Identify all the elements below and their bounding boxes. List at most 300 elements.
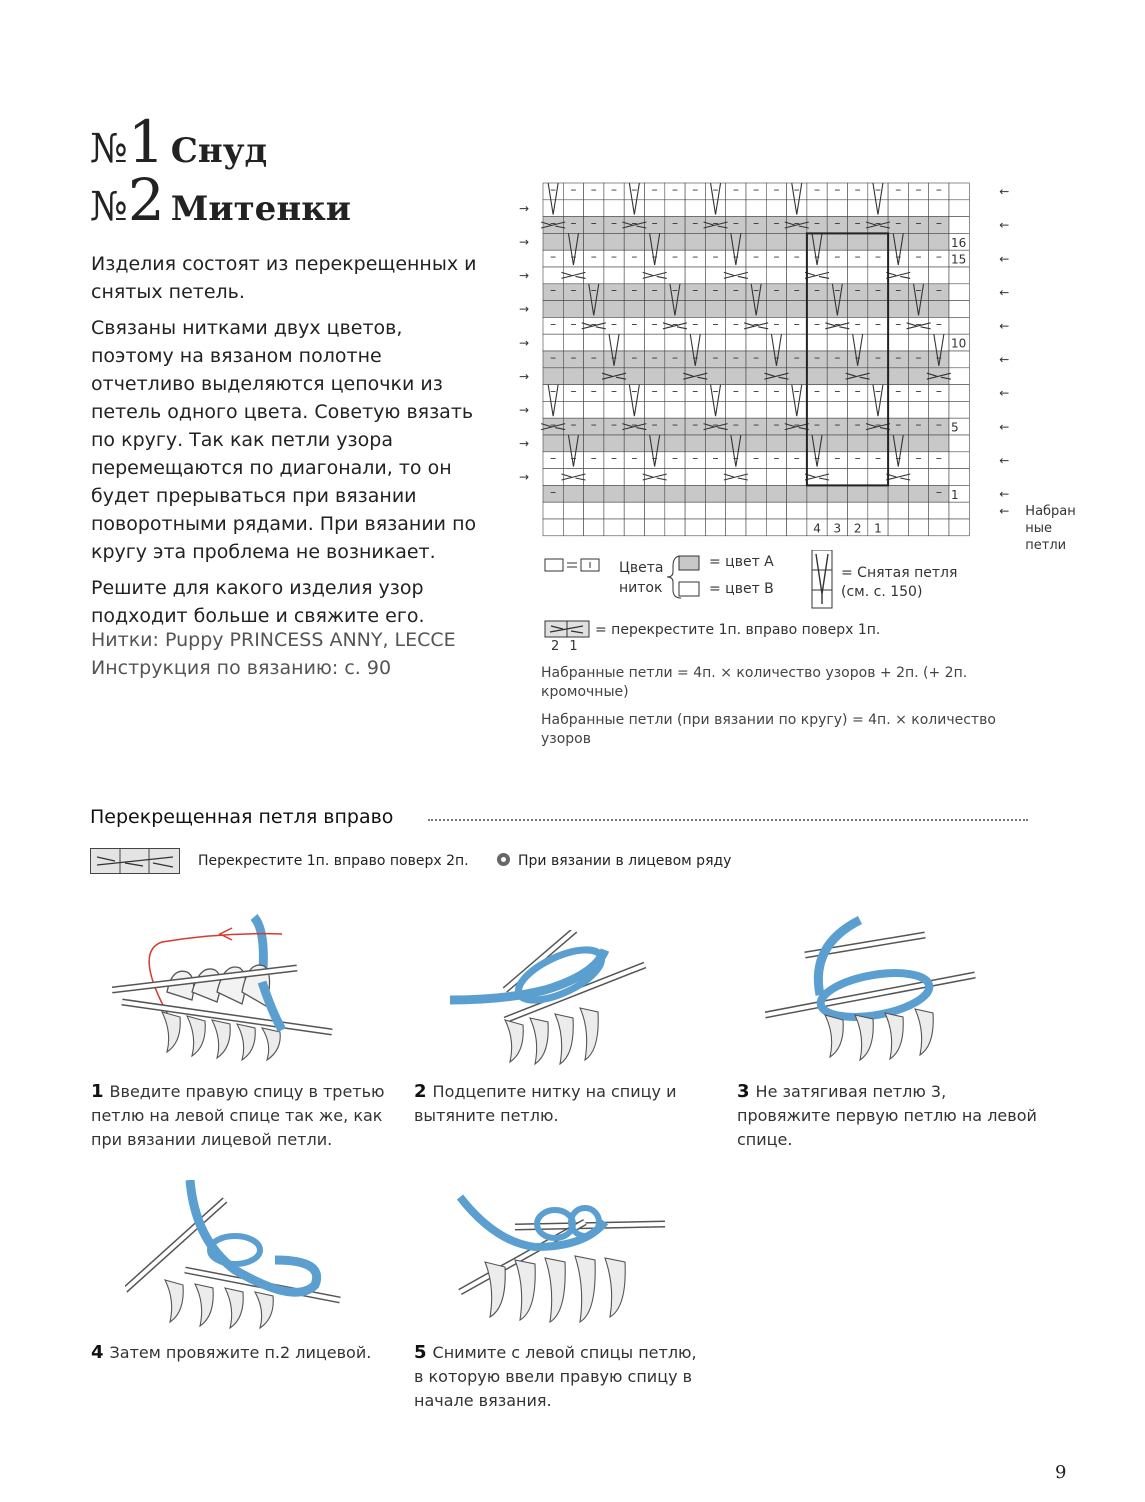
chart-cell: [848, 485, 868, 502]
chart-cell: [705, 502, 725, 519]
chart-cell: [807, 485, 827, 502]
row-arrow-icon: ←: [999, 251, 1010, 266]
chart-cell: [665, 519, 685, 536]
chart-cell: [543, 301, 563, 318]
chart-dash: –: [915, 350, 922, 365]
chart-dash: –: [753, 249, 760, 264]
chart-dash: –: [631, 451, 638, 466]
chart-dash: –: [834, 350, 841, 365]
chart-dash: –: [854, 283, 861, 298]
color-b-label: = цвет В: [709, 581, 774, 597]
chart-cell: [807, 368, 827, 385]
chart-dash: –: [570, 417, 577, 432]
chart-dash: –: [732, 451, 739, 466]
chart-cell: [746, 334, 766, 351]
chart-cell: [665, 401, 685, 418]
chart-cell: [563, 334, 583, 351]
chart-cell: [827, 485, 847, 502]
chart-cell: [908, 435, 928, 452]
chart-cell: [726, 368, 746, 385]
chart-dash: –: [834, 417, 841, 432]
chart-dash: –: [611, 417, 618, 432]
chart-cell: [563, 502, 583, 519]
page-number: 9: [1055, 1462, 1067, 1483]
title-number: 2: [127, 166, 165, 234]
chart-cell: [766, 401, 786, 418]
chart-cell: [868, 267, 888, 284]
stitch-label: 3: [833, 521, 842, 536]
color-a-label: = цвет А: [709, 554, 774, 570]
chart-cell: [705, 435, 725, 452]
row-arrow-icon: ←: [999, 419, 1010, 434]
chart-cell: [685, 401, 705, 418]
chart-dash: –: [732, 417, 739, 432]
chart-cell: [685, 200, 705, 217]
chart-cell: [868, 485, 888, 502]
chart-cell: [705, 334, 725, 351]
step-5-illustration: [455, 1192, 670, 1327]
chart-dash: –: [550, 216, 557, 231]
chart-dash: –: [773, 350, 780, 365]
chart-cell: [888, 368, 908, 385]
knit-row-note: [497, 853, 731, 869]
chart-cell: [645, 301, 665, 318]
chart-cell: [949, 200, 969, 217]
chart-cell: [888, 334, 908, 351]
chart-dash: –: [550, 182, 557, 197]
chart-cell: [584, 435, 604, 452]
chart-cell: [908, 469, 928, 486]
chart-dash: –: [854, 216, 861, 231]
chart-cell: [584, 502, 604, 519]
chart-cell: [604, 435, 624, 452]
instruction-ref: Инструкция по вязанию: с. 90: [91, 657, 392, 679]
row-label: 5: [951, 420, 959, 435]
title-2: [90, 166, 351, 234]
step-text: Снимите с левой спицы петлю, в которую ввели правую спицу в начале вязания.: [414, 1343, 697, 1410]
step-number: 3: [737, 1081, 750, 1102]
chart-dash: –: [611, 249, 618, 264]
chart-cell: [908, 502, 928, 519]
chart-cell: [604, 301, 624, 318]
intro-paragraph: Изделия состоят из перекрещенных и снятых петель.: [91, 253, 477, 303]
chart-dash: –: [651, 417, 658, 432]
chart-cell: [624, 301, 644, 318]
chart-dash: –: [692, 384, 699, 399]
chart-cell: [543, 502, 563, 519]
title-number: 1: [127, 108, 165, 176]
chart-dash: –: [814, 283, 821, 298]
chart-dash: –: [854, 417, 861, 432]
chart-cell: [848, 435, 868, 452]
chart-dash: –: [590, 216, 597, 231]
chart-dash: –: [935, 182, 942, 197]
chart-cell: [665, 502, 685, 519]
row-arrow-icon: ←: [999, 352, 1010, 367]
chart-cell: [604, 502, 624, 519]
chart-cell: [665, 334, 685, 351]
chart-dash: –: [753, 384, 760, 399]
chart-cell: [949, 284, 969, 301]
chart-cell: [949, 401, 969, 418]
chart-dash: –: [895, 182, 902, 197]
chart-cell: [624, 334, 644, 351]
chart-cell: [563, 368, 583, 385]
chart-dash: –: [590, 384, 597, 399]
chart-cell: [604, 485, 624, 502]
chart-cell: [624, 233, 644, 250]
chart-dash: –: [671, 316, 678, 331]
row-label: 10: [951, 336, 967, 351]
chart-cell: [929, 435, 949, 452]
chart-cell: [685, 267, 705, 284]
chart-cell: [705, 301, 725, 318]
row-label: 1: [951, 487, 959, 502]
chart-cell: [563, 301, 583, 318]
chart-dash: –: [651, 384, 658, 399]
chart-dash: –: [550, 249, 557, 264]
chart-dash: –: [935, 417, 942, 432]
chart-cell: [543, 267, 563, 284]
chart-cell: [746, 519, 766, 536]
chart-dash: –: [814, 216, 821, 231]
chart-dash: –: [732, 182, 739, 197]
chart-dash: –: [874, 216, 881, 231]
chart-dash: –: [773, 249, 780, 264]
chart-dash: –: [773, 316, 780, 331]
chart-cell: [645, 200, 665, 217]
chart-cell: [746, 469, 766, 486]
chart-dash: –: [935, 484, 942, 499]
chart-cell: [807, 401, 827, 418]
chart-cell: [949, 519, 969, 536]
chart-cell: [888, 401, 908, 418]
chart-cell: [685, 519, 705, 536]
chart-dash: –: [712, 417, 719, 432]
chart-cell: [746, 200, 766, 217]
title-name: Митенки: [170, 189, 351, 229]
chart-cell: [563, 200, 583, 217]
chart-cell: [584, 485, 604, 502]
chart-dash: –: [814, 384, 821, 399]
row-arrow-icon: ←: [999, 503, 1010, 518]
chart-cell: [766, 301, 786, 318]
chart-dash: –: [895, 316, 902, 331]
step-number: 1: [91, 1081, 104, 1102]
chart-cell: [543, 368, 563, 385]
chart-cell: [787, 502, 807, 519]
chart-dash: –: [895, 283, 902, 298]
row-arrow-icon: ←: [999, 285, 1010, 300]
row-arrow-icon: →: [519, 335, 530, 350]
chart-cell: [787, 485, 807, 502]
chart-dash: –: [611, 283, 618, 298]
chart-cell: [604, 200, 624, 217]
chart-cell: [563, 435, 583, 452]
chart-cell: [888, 519, 908, 536]
chart-dash: –: [915, 384, 922, 399]
chart-dash: –: [814, 316, 821, 331]
chart-dash: –: [834, 451, 841, 466]
knit-row-text: При вязании в лицевом ряду: [518, 853, 732, 869]
step-1-caption: [91, 1080, 391, 1152]
chart-dash: –: [550, 484, 557, 499]
chart-dash: –: [631, 249, 638, 264]
chart-dash: –: [550, 417, 557, 432]
chart-dash: –: [712, 249, 719, 264]
chart-dash: –: [651, 182, 658, 197]
chart-dash: –: [773, 451, 780, 466]
chart-dash: –: [773, 417, 780, 432]
chart-cell: [705, 233, 725, 250]
chart-dash: –: [550, 283, 557, 298]
chart-cell: [807, 435, 827, 452]
chart-cell: [604, 401, 624, 418]
chart-cell: [726, 301, 746, 318]
chart-cell: [726, 519, 746, 536]
chart-cell: [787, 334, 807, 351]
chart-dash: –: [935, 451, 942, 466]
cast-on-label: петли: [1025, 537, 1067, 553]
dotted-divider: [428, 819, 1028, 821]
chart-cell: [766, 502, 786, 519]
chart-dash: –: [590, 249, 597, 264]
legend-graphics: [541, 550, 1041, 660]
chart-dash: –: [732, 316, 739, 331]
chart-dash: –: [895, 451, 902, 466]
chart-cell: [543, 435, 563, 452]
chart-cell: [868, 469, 888, 486]
chart-cell: [584, 401, 604, 418]
chart-dash: –: [834, 216, 841, 231]
chart-cell: [645, 368, 665, 385]
chart-cell: [848, 401, 868, 418]
chart-cell: [746, 401, 766, 418]
chart-cell: [827, 200, 847, 217]
chart-cell: [766, 200, 786, 217]
chart-cell: [827, 233, 847, 250]
chart-dash: –: [590, 350, 597, 365]
chart-cell: [949, 469, 969, 486]
chart-cell: [787, 435, 807, 452]
chart-dash: –: [692, 249, 699, 264]
chart-cell: [868, 301, 888, 318]
chart-cell: [705, 485, 725, 502]
chart-cell: [563, 519, 583, 536]
cast-on-label: Набран-: [1025, 503, 1075, 519]
chart-cell: [848, 334, 868, 351]
chart-dash: –: [651, 451, 658, 466]
chart-cell: [848, 301, 868, 318]
chart-dash: –: [692, 451, 699, 466]
step-2-illustration: [445, 930, 655, 1070]
chart-dash: –: [631, 384, 638, 399]
chart-cell: [645, 485, 665, 502]
chart-dash: –: [753, 316, 760, 331]
colors-label: Цвета ниток: [619, 560, 664, 596]
chart-cell: [949, 385, 969, 402]
chart-cell: [929, 200, 949, 217]
chart-cell: [726, 435, 746, 452]
row-arrow-icon: ←: [999, 453, 1010, 468]
chart-cell: [726, 485, 746, 502]
chart-cell: [807, 301, 827, 318]
chart-dash: –: [895, 350, 902, 365]
chart-cell: [949, 368, 969, 385]
chart-cell: [868, 334, 888, 351]
chart-dash: –: [793, 417, 800, 432]
chart-cell: [868, 502, 888, 519]
chart-cell: [746, 435, 766, 452]
chart-dash: –: [631, 283, 638, 298]
stitch-label: 1: [874, 521, 882, 536]
chart-cell: [949, 351, 969, 368]
chart-dash: –: [935, 316, 942, 331]
row-arrow-icon: →: [519, 235, 530, 249]
chart-cell: [645, 502, 665, 519]
chart-dash: –: [712, 283, 719, 298]
chart-dash: –: [834, 249, 841, 264]
chart-dash: –: [590, 451, 597, 466]
step-number: 5: [414, 1342, 427, 1363]
chart-dash: –: [895, 216, 902, 231]
chart-dash: –: [671, 384, 678, 399]
step-3-caption: [737, 1080, 1037, 1152]
chart-dash: –: [550, 350, 557, 365]
chart-cell: [888, 502, 908, 519]
chart-dash: –: [854, 451, 861, 466]
chart-dash: –: [692, 182, 699, 197]
chart-cell: [726, 502, 746, 519]
chart-cell: [807, 334, 827, 351]
chart-dash: –: [854, 182, 861, 197]
chart-cell: [584, 267, 604, 284]
chart-cell: [685, 485, 705, 502]
note-paragraph: Набранные петли = 4п. × количество узоров + 2п. (+ 2п. кромочные): [541, 665, 968, 700]
chart-cell: [746, 502, 766, 519]
chart-cell: [787, 469, 807, 486]
chart-dash: –: [935, 216, 942, 231]
title-name: Снуд: [170, 131, 268, 171]
chart-cell: [888, 233, 908, 250]
chart-cell: [766, 233, 786, 250]
row-arrow-icon: ←: [999, 184, 1010, 199]
chart-cell: [949, 183, 969, 200]
chart-cell: [949, 217, 969, 234]
chart-dash: –: [935, 350, 942, 365]
chart-dash: –: [834, 316, 841, 331]
chart-dash: –: [895, 384, 902, 399]
chart-dash: –: [611, 216, 618, 231]
chart-cell: [685, 469, 705, 486]
chart-dash: –: [854, 249, 861, 264]
chart-dash: –: [915, 283, 922, 298]
chart-dash: –: [570, 316, 577, 331]
chart-dash: –: [793, 316, 800, 331]
chart-dash: –: [570, 384, 577, 399]
chart-cell: [584, 368, 604, 385]
chart-dash: –: [611, 316, 618, 331]
note-paragraph: Набранные петли (при вязании по кругу) = 4п. × количество узоров: [541, 712, 996, 747]
chart-cell: [827, 368, 847, 385]
chart-cell: [807, 502, 827, 519]
step-number: 4: [91, 1342, 104, 1363]
chart-dash: –: [935, 249, 942, 264]
chart-cell: [848, 469, 868, 486]
chart-cell: [746, 233, 766, 250]
chart-cell: [766, 519, 786, 536]
chart-cell: [705, 267, 725, 284]
chart-dash: –: [915, 216, 922, 231]
chart-dash: –: [915, 182, 922, 197]
chart-cell: [705, 469, 725, 486]
cross-label: = перекрестите 1п. вправо поверх 1п.: [595, 622, 881, 638]
chart-dash: –: [631, 417, 638, 432]
chart-cell: [827, 469, 847, 486]
chart-cell: [827, 334, 847, 351]
chart-cell: [604, 519, 624, 536]
chart-dash: –: [692, 350, 699, 365]
chart-dash: –: [550, 451, 557, 466]
chart-cell: [908, 334, 928, 351]
chart-dash: –: [793, 384, 800, 399]
chart-dash: –: [651, 316, 658, 331]
chart-dash: –: [570, 451, 577, 466]
chart-cell: [868, 435, 888, 452]
chart-cell: [888, 301, 908, 318]
chart-dash: –: [793, 350, 800, 365]
chart-dash: –: [935, 283, 942, 298]
title-prefix: №: [90, 126, 128, 172]
chart-dash: –: [854, 316, 861, 331]
step-1-illustration: [112, 912, 342, 1062]
chart-dash: –: [570, 283, 577, 298]
chart-cell: [624, 469, 644, 486]
chart-cell: [929, 301, 949, 318]
chart-legend: [541, 550, 1041, 660]
chart-dash: –: [814, 182, 821, 197]
chart-cell: [563, 233, 583, 250]
chart-cell: [604, 267, 624, 284]
row-arrow-icon: ←: [999, 218, 1010, 233]
yarn-line: Нитки: Puppy PRINCESS ANNY, LECCE: [91, 629, 456, 651]
chart-cell: [624, 368, 644, 385]
cast-on-label: ные: [1025, 520, 1053, 536]
chart-dash: –: [611, 384, 618, 399]
chart-dash: –: [874, 384, 881, 399]
chart-dash: –: [651, 249, 658, 264]
chart-cell: [766, 267, 786, 284]
chart-cell: [848, 267, 868, 284]
chart-dash: –: [874, 182, 881, 197]
chart-cell: [645, 233, 665, 250]
row-label: 16: [951, 235, 967, 250]
chart-dash: –: [590, 417, 597, 432]
chart-dash: –: [611, 182, 618, 197]
chart-cell: [848, 502, 868, 519]
chart-cell: [645, 519, 665, 536]
chart-cell: [766, 485, 786, 502]
chart-dash: –: [611, 350, 618, 365]
chart-cell: [584, 200, 604, 217]
chart-dash: –: [732, 249, 739, 264]
chart-dash: –: [732, 350, 739, 365]
step-text: Введите правую спицу в третью петлю на левой спице так же, как при вязании лицевой петли.: [91, 1082, 385, 1149]
chart-dash: –: [570, 182, 577, 197]
chart-dash: –: [671, 216, 678, 231]
step-text: Не затягивая петлю 3, провяжите первую петлю на левой спице.: [737, 1082, 1037, 1149]
chart-dash: –: [631, 316, 638, 331]
